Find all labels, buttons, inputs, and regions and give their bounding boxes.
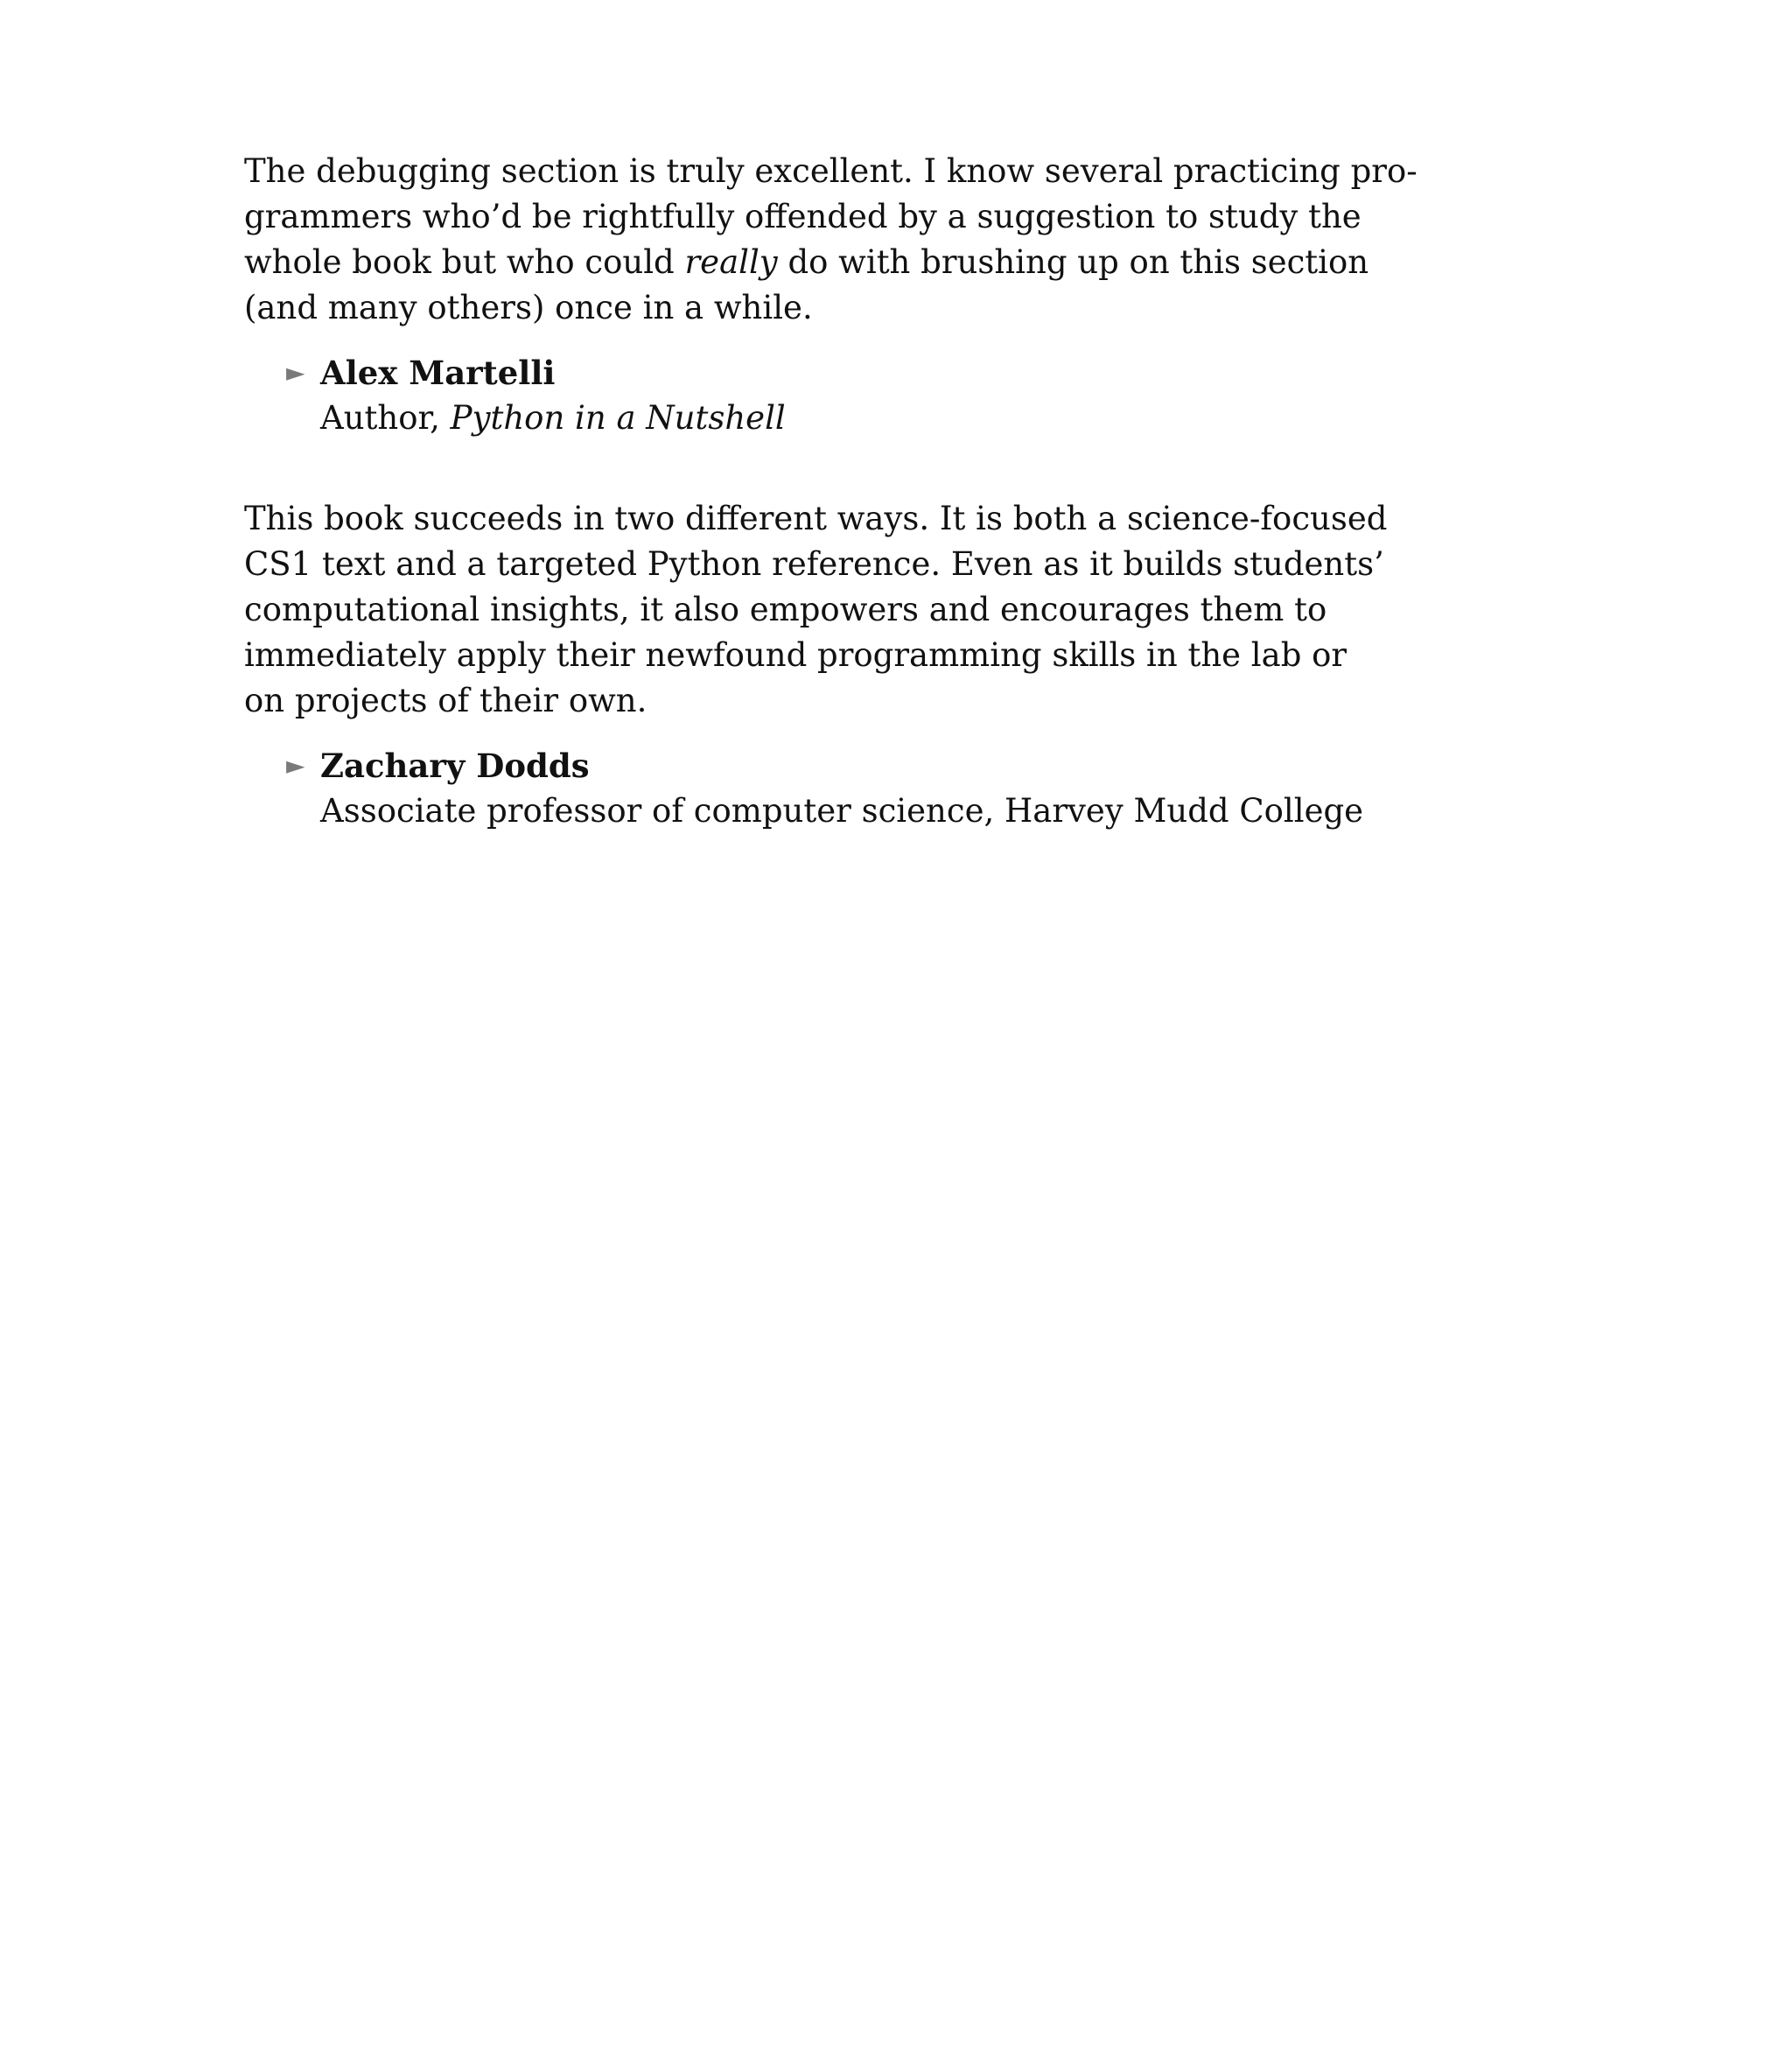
quote-text	[244, 149, 1418, 331]
quote-line: (and many others) once in a while.	[244, 289, 813, 326]
book-title: Python in a Nutshell	[450, 399, 786, 437]
author-name: Alex Martelli	[320, 354, 556, 392]
quote-line: immediately apply their newfound programming skills in the lab or	[244, 636, 1348, 674]
author-name: Zachary Dodds	[320, 747, 590, 785]
arrow-right-icon: ►	[286, 751, 305, 780]
quote-line: This book succeeds in two different ways. It is both a science-focused	[244, 500, 1388, 537]
quote-segment: do with brushing up on this section	[777, 243, 1369, 281]
role-prefix: Author,	[320, 399, 451, 437]
author-role: Associate professor of computer science, Harvey Mudd College	[320, 792, 1364, 830]
quote-line: computational insights, it also empowers and encourages them to	[244, 591, 1327, 628]
quote-line: grammers who’d be rightfully offended by a suggestion to study the	[244, 198, 1362, 235]
testimonial-alex-martelli	[244, 149, 1418, 441]
author-role	[320, 396, 1399, 441]
page-content	[244, 149, 1418, 834]
quote-text	[244, 496, 1399, 724]
quote-line: CS1 text and a targeted Python reference. Even as it builds students’	[244, 545, 1384, 583]
emphasis-text: really	[684, 243, 778, 281]
attribution	[244, 350, 1399, 441]
quote-line: The debugging section is truly excellent. I know several practicing pro-	[244, 152, 1418, 190]
quote-line	[244, 240, 1399, 285]
testimonial-zachary-dodds	[244, 496, 1399, 834]
quote-line: on projects of their own.	[244, 682, 648, 719]
arrow-right-icon: ►	[286, 358, 305, 387]
attribution	[244, 743, 1399, 834]
quote-segment: whole book but who could	[244, 243, 685, 281]
